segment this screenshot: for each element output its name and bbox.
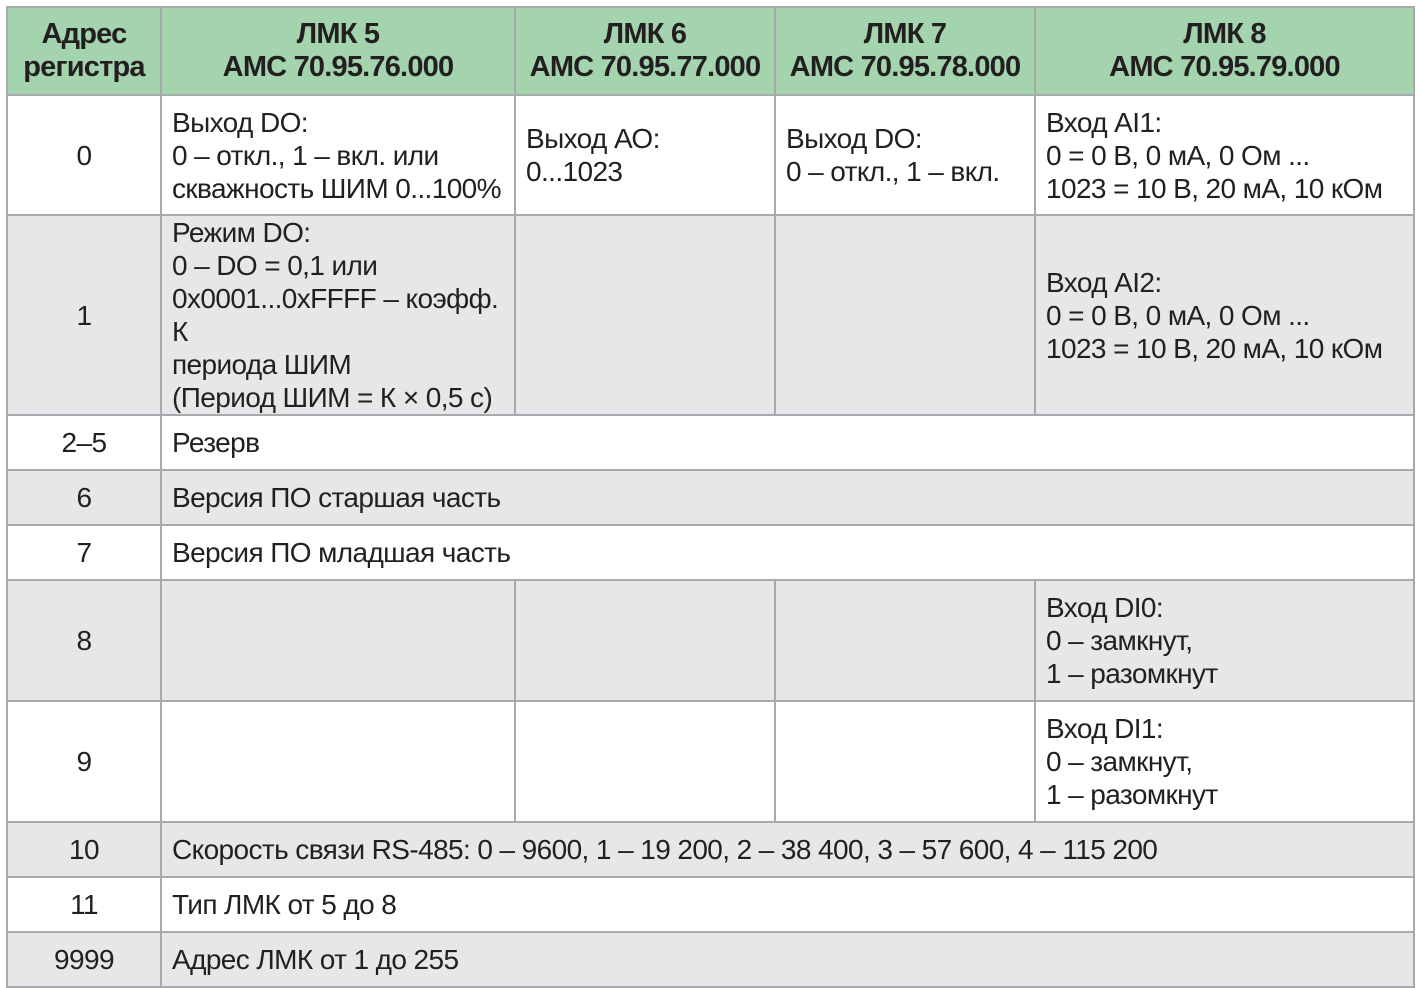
table-row bbox=[7, 822, 1414, 877]
cell-lmk7-empty bbox=[775, 580, 1035, 701]
header-lmk5: ЛМК 5 АМС 70.95.76.000 bbox=[161, 7, 515, 95]
register-address: 9999 bbox=[7, 932, 161, 987]
cell-lmk7-empty bbox=[775, 701, 1035, 822]
table-row bbox=[7, 877, 1414, 932]
cell-lmk5-empty bbox=[161, 580, 515, 701]
cell-lmk8: Вход AI1: 0 = 0 В, 0 мА, 0 Ом ... 1023 = 10 В, 20 мА, 10 кОм bbox=[1035, 95, 1414, 215]
register-address: 9 bbox=[7, 701, 161, 822]
register-address: 6 bbox=[7, 470, 161, 525]
register-address: 1 bbox=[7, 215, 161, 415]
cell-all: Версия ПО младшая часть bbox=[161, 525, 1414, 580]
table-row bbox=[7, 580, 1414, 701]
register-map-table bbox=[6, 6, 1415, 988]
cell-lmk8: Вход AI2: 0 = 0 В, 0 мА, 0 Ом ... 1023 = 10 В, 20 мА, 10 кОм bbox=[1035, 215, 1414, 415]
table-row bbox=[7, 415, 1414, 470]
cell-lmk6-empty bbox=[515, 580, 775, 701]
table-row bbox=[7, 701, 1414, 822]
header-row bbox=[7, 7, 1414, 95]
table-row bbox=[7, 95, 1414, 215]
table-row bbox=[7, 470, 1414, 525]
cell-lmk6-empty bbox=[515, 701, 775, 822]
cell-lmk5: Режим DO: 0 – DO = 0,1 или 0x0001...0xFFFF – коэфф. К периода ШИМ (Период ШИМ = К × 0,5 с) bbox=[161, 215, 515, 415]
header-lmk6: ЛМК 6 АМС 70.95.77.000 bbox=[515, 7, 775, 95]
cell-lmk5: Выход DO: 0 – откл., 1 – вкл. или скважность ШИМ 0...100% bbox=[161, 95, 515, 215]
table-row bbox=[7, 215, 1414, 415]
cell-lmk8: Вход DI0: 0 – замкнут, 1 – разомкнут bbox=[1035, 580, 1414, 701]
register-address: 7 bbox=[7, 525, 161, 580]
header-lmk7: ЛМК 7 АМС 70.95.78.000 bbox=[775, 7, 1035, 95]
table-row bbox=[7, 932, 1414, 987]
cell-lmk6-empty bbox=[515, 215, 775, 415]
register-address: 10 bbox=[7, 822, 161, 877]
register-address: 11 bbox=[7, 877, 161, 932]
register-address: 0 bbox=[7, 95, 161, 215]
register-address: 8 bbox=[7, 580, 161, 701]
cell-all: Тип ЛМК от 5 до 8 bbox=[161, 877, 1414, 932]
cell-lmk5-empty bbox=[161, 701, 515, 822]
header-lmk8: ЛМК 8 АМС 70.95.79.000 bbox=[1035, 7, 1414, 95]
cell-all: Скорость связи RS-485: 0 – 9600, 1 – 19 200, 2 – 38 400, 3 – 57 600, 4 – 115 200 bbox=[161, 822, 1414, 877]
table-row bbox=[7, 525, 1414, 580]
cell-lmk7-empty bbox=[775, 215, 1035, 415]
cell-lmk7: Выход DO: 0 – откл., 1 – вкл. bbox=[775, 95, 1035, 215]
register-address: 2–5 bbox=[7, 415, 161, 470]
cell-all: Версия ПО старшая часть bbox=[161, 470, 1414, 525]
cell-all: Резерв bbox=[161, 415, 1414, 470]
cell-all: Адрес ЛМК от 1 до 255 bbox=[161, 932, 1414, 987]
cell-lmk6: Выход АО: 0...1023 bbox=[515, 95, 775, 215]
header-address: Адрес регистра bbox=[7, 7, 161, 95]
cell-lmk8: Вход DI1: 0 – замкнут, 1 – разомкнут bbox=[1035, 701, 1414, 822]
